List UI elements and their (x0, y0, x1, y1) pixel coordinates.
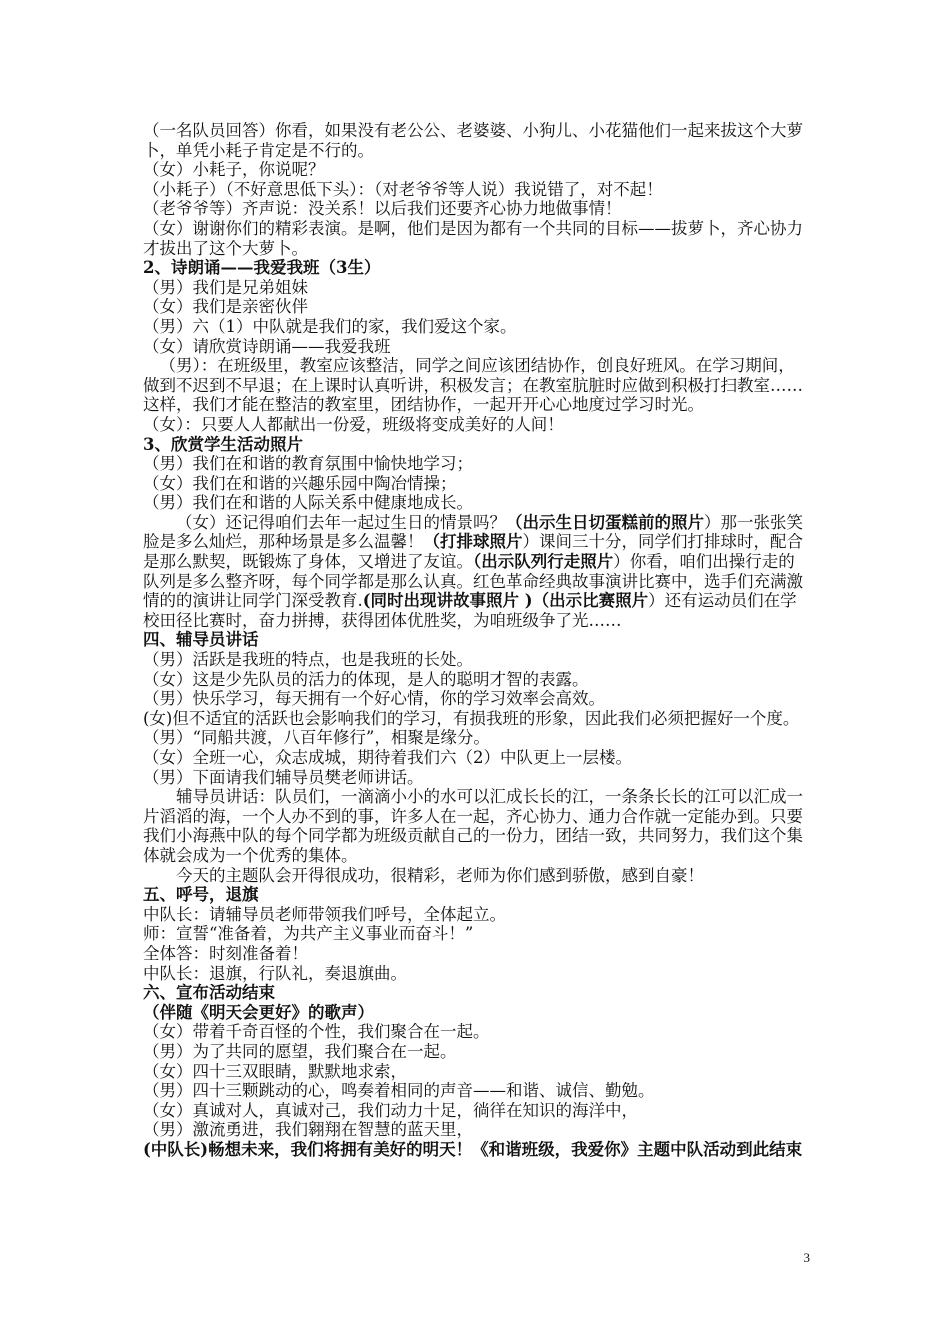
photo-paragraph (143, 513, 811, 631)
text-line: （男）活跃是我班的特点，也是我班的长处。 (143, 650, 473, 670)
photo-cue: （出示生日切蛋糕前的照片 (506, 512, 704, 532)
text-line: （老爷爷等）齐声说：没关系！以后我们还要齐心协力地做事情！ (143, 199, 622, 219)
text-line: （男）“同船共渡，八百年修行”，相聚是缘分。 (143, 728, 490, 748)
text-line: （女）谢谢你们的精彩表演。是啊，他们是因为都有一个共同的目标——拔萝卜，齐心协力才拔出了这个大萝卜。 (143, 218, 803, 258)
text-line: (女)但不适宜的活跃也会影响我们的学习，有损我班的形象，因此我们必须把握好一个度。 (143, 708, 800, 728)
section-heading: 2、诗朗诵——我爱我班（3生） (143, 258, 381, 278)
text-line: （男）我们是兄弟姐妹 (143, 277, 308, 297)
text-line: 中队长：退旗，行队礼，奏退旗曲。 (143, 963, 407, 983)
text-line: 今天的主题队会开得很成功，很精彩，老师为你们感到骄傲，感到自豪！ (176, 865, 704, 885)
text-line: （男）激流勇进，我们翱翔在智慧的蓝天里， (143, 1120, 473, 1140)
text-run: ）你看，咱们出操行走的队列是多么整齐呀，每个同学都是那么认真。红色革命经典故事演讲比赛中，选手们充满激情的的演讲让同学门深受教育. (143, 552, 803, 611)
text-line: （男）：在班级里，教室应该整洁，同学之间应该团结协作，创良好班风。在学习期间，做到不迟到不早退；在上课时认真听讲，积极发言；在教室肮脏时应做到积极打扫教室……这样，我们才能在整洁的教室里，团结协作，一起开开心心地度过学习时光。 (143, 356, 803, 415)
photo-cue: （出示队列行走照片 (473, 552, 614, 572)
text-run: ）还有运动员们在学校田径比赛时，奋力拼搏，获得团体优胜奖，为咱班级争了光…… (143, 591, 797, 630)
text-line: （女）全班一心，众志成城，期待着我们六（2）中队更上一层楼。 (143, 748, 632, 767)
document-body (143, 121, 811, 1159)
text-line: 全体答：时刻准备着！ (143, 943, 308, 963)
text-line: （小耗子）（不好意思低下头）：（对老爷爷等人说）我说错了，对不起！ (143, 179, 663, 199)
text-line: 中队长：请辅导员老师带领我们呼号，全体起立。 (143, 904, 506, 924)
text-line: （男）为了共同的愿望，我们聚合在一起。 (143, 1041, 457, 1061)
text-line: （女）请欣赏诗朗诵——我爱我班 (143, 336, 391, 356)
text-line: （女）：只要人人都献出一份爱，班级将变成美好的人间！ (143, 414, 564, 434)
text-run: ）课间三十分，同学们打排球时，配合是那么默契，既锻炼了身体，又增进了友谊。 (143, 532, 803, 572)
text-line: 辅导员讲话：队员们，一滴滴小小的水可以汇成长长的江，一条条长长的江可以汇成一片滔滔的海，一个人办不到的事，许多人在一起，齐心协力、通力合作就一定能办到。只要我们小海燕中队的每个同学都为班级贡献自己的一份力，团结一致，共同努力，我们这个集体就会成为一个优秀的集体。 (143, 787, 803, 865)
section-heading: 3、欣赏学生活动照片 (143, 434, 303, 454)
text-line: （女）真诚对人，真诚对己，我们动力十足，徜徉在知识的海洋中， (143, 1100, 638, 1120)
page-number: 3 (803, 1250, 810, 1265)
section-heading: 六、宣布活动结束 (143, 983, 275, 1003)
text-line: （女）我们在和谐的兴趣乐园中陶冶情操； (143, 473, 457, 493)
photo-cue: (同时出现讲故事照片 )（出示比赛照片 (362, 591, 649, 611)
text-line: （女）小耗子，你说呢？ (143, 160, 325, 180)
text-line: （男）我们在和谐的教育氛围中愉快地学习； (143, 454, 473, 474)
section-heading: 五、呼号，退旗 (143, 885, 259, 905)
text-run: （女）还记得咱们去年一起过生日的情景吗？ (176, 512, 506, 532)
section-heading: 四、辅导员讲话 (143, 630, 259, 650)
text-line: （女）我们是亲密伙伴 (143, 297, 308, 317)
closing-line: (中队长)畅想未来，我们将拥有美好的明天！《和谐班级，我爱你》主题中队活动到此结束 (143, 1139, 803, 1159)
photo-cue: （打排球照片 (423, 532, 523, 552)
text-line: （女）这是少先队员的活力的体现，是人的聪明才智的表露。 (143, 669, 589, 689)
text-line: （一名队员回答）你看，如果没有老公公、老婆婆、小狗儿、小花猫他们一起来拔这个大萝卜，单凭小耗子肯定是不行的。 (143, 121, 803, 160)
text-line: （男）六（1）中队就是我们的家，我们爱这个家。 (143, 316, 517, 336)
text-line: 师：宣誓“准备着，为共产主义事业而奋斗！” (143, 924, 474, 944)
text-line: （女）四十三双眼睛，默默地求索， (143, 1061, 407, 1081)
section-subheading: （伴随《明天会更好》的歌声） (143, 1002, 374, 1022)
text-line: （男）四十三颗跳动的心，鸣奏着相同的声音——和谐、诚信、勤勉。 (143, 1081, 655, 1101)
text-run: ）那一张张笑脸是多么灿烂，那种场景是多么温馨！ (143, 512, 803, 552)
text-line: （女）带着千奇百怪的个性，我们聚合在一起。 (143, 1022, 490, 1042)
text-line: （男）我们在和谐的人际关系中健康地成长。 (143, 493, 473, 513)
text-line: （男）下面请我们辅导员樊老师讲话。 (143, 767, 424, 787)
text-line: （男）快乐学习，每天拥有一个好心情，你的学习效率会高效。 (143, 689, 605, 709)
